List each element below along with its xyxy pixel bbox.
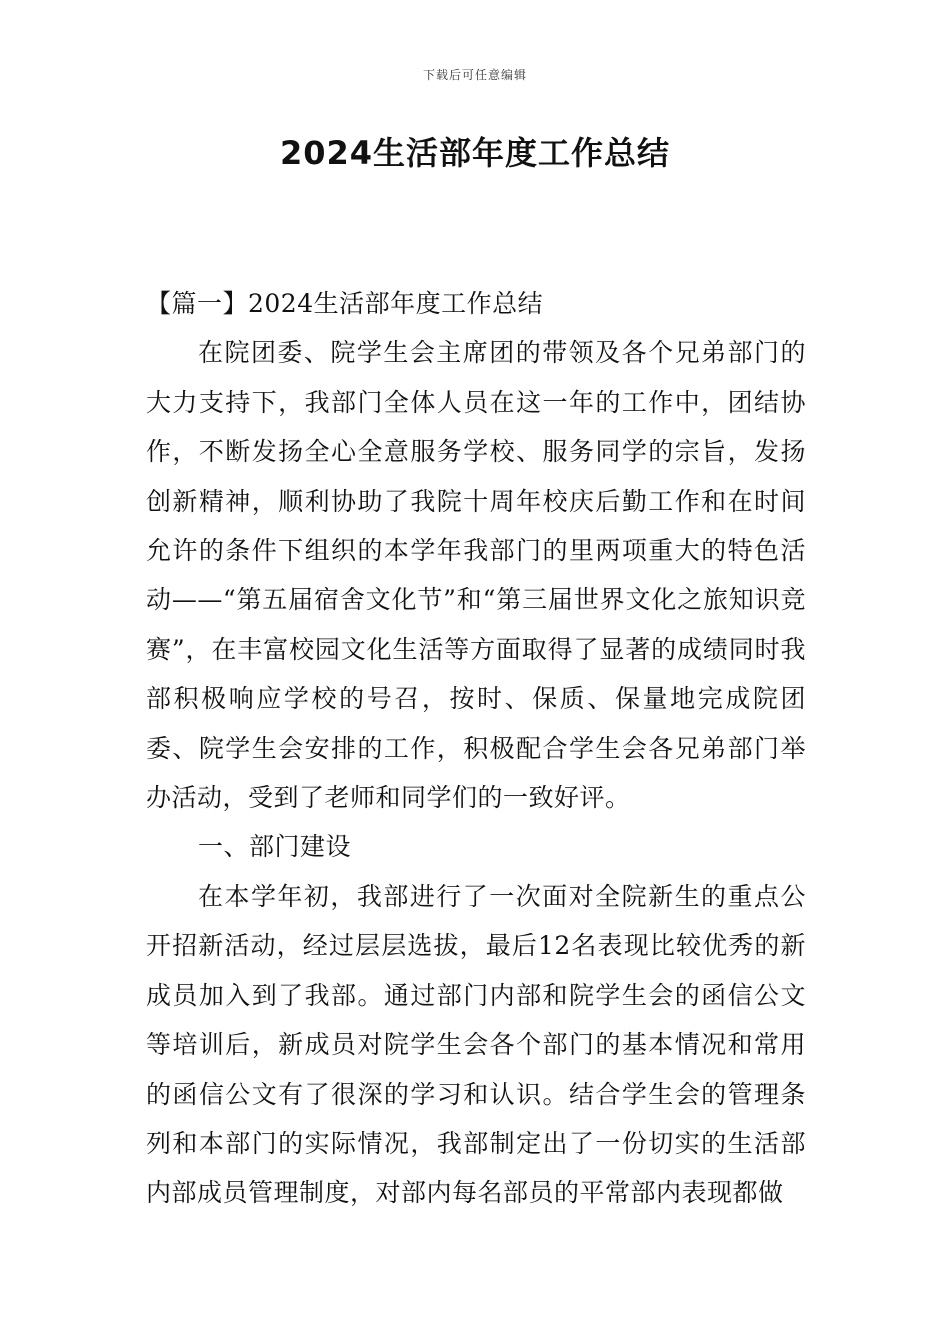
header-note: 下载后可任意编辑 (422, 68, 527, 82)
body-paragraph: 在院团委、院学生会主席团的带领及各个兄弟部门的大力支持下，我部门全体人员在这一年的工作中，团结协作，不断发扬全心全意服务学校、服务同学的宗旨，发扬创新精神，顺利协助了我院十周年校庆后勤工作和在时间允许的条件下组织的本学年我部门的里两项重大的特色活动——“第五届宿舍文化节”和“第三届世界文化之旅知识竞赛”，在丰富校园文化生活等方面取得了显著的成绩同时我部积极响应学校的号召，按时、保质、保量地完成院团委、院学生会安排的工作，积极配合学生会各兄弟部门举办活动，受到了老师和同学们的一致好评。 (146, 338, 806, 813)
section-heading: 【篇一】2024生活部年度工作总结 (146, 289, 544, 318)
subsection-heading: 一、部门建设 (198, 832, 352, 862)
body-paragraph: 在本学年初，我部进行了一次面对全院新生的重点公开招新活动，经过层层选拔，最后12名表现比较优秀的新成员加入到了我部。通过部门内部和院学生会的函信公文等培训后，新成员对院学生会各个部门的基本情况和常用的函信公文有了很深的学习和认识。结合学生会的管理条列和本部门的实际情况，我部制定出了一份切实的生活部内部成员管理制度，对部内每名部员的平常部内表现都做 (146, 881, 806, 1208)
document-title: 2024生活部年度工作总结 (279, 134, 671, 172)
document-body (146, 279, 806, 1218)
